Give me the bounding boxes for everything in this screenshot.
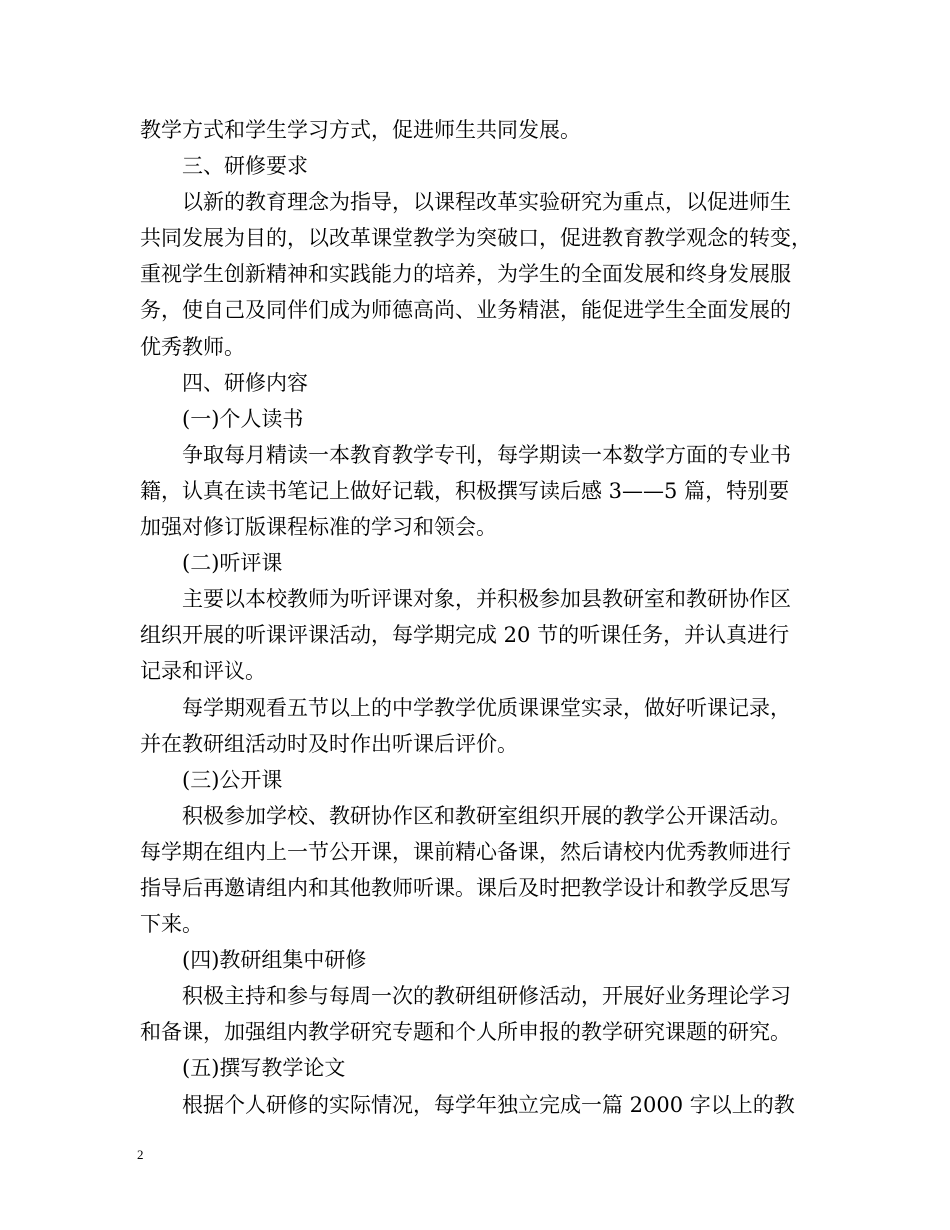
text-line: 组织开展的听课评课活动，每学期完成 20 节的听课任务，并认真进行 <box>140 623 790 648</box>
text-line: 指导后再邀请组内和其他教师听课。课后及时把教学设计和教学反思写 <box>140 875 791 900</box>
text-line: 每学期观看五节以上的中学教学优质课课堂实录，做好听课记录， <box>182 695 791 720</box>
text-line: 每学期在组内上一节公开课，课前精心备课，然后请校内优秀教师进行 <box>140 839 791 864</box>
document-body <box>140 112 820 1123</box>
text-line: 记录和评议。 <box>140 659 266 684</box>
text-line: 教学方式和学生学习方式，促进师生共同发展。 <box>140 118 581 142</box>
text-line: (三)公开课 <box>182 767 283 792</box>
text-line: 共同发展为目的，以改革课堂教学为突破口，促进教育教学观念的转变， <box>140 226 812 251</box>
text-line: (二)听评课 <box>182 551 283 576</box>
text-line: 和备课，加强组内教学研究专题和个人所申报的教学研究课题的研究。 <box>140 1020 791 1045</box>
text-line: 优秀教师。 <box>140 334 245 359</box>
page-number: 2 <box>137 1147 144 1162</box>
text-line: 并在教研组活动时及时作出听课后评价。 <box>140 731 518 756</box>
text-line: 根据个人研修的实际情况，每学年独立完成一篇 2000 字以上的教 <box>182 1092 795 1117</box>
text-line: 四、研修内容 <box>182 370 308 395</box>
text-line: (五)撰写教学论文 <box>182 1056 346 1081</box>
text-line: 重视学生创新精神和实践能力的培养，为学生的全面发展和终身发展服 <box>140 262 791 287</box>
text-line: 主要以本校教师为听评课对象，并积极参加县教研室和教研协作区 <box>182 587 791 612</box>
text-line: (一)个人读书 <box>182 406 304 431</box>
text-line: 三、研修要求 <box>182 154 308 179</box>
text-line: 争取每月精读一本教育教学专刊，每学期读一本数学方面的专业书 <box>182 442 791 467</box>
text-line: 下来。 <box>140 912 203 937</box>
text-line: 以新的教育理念为指导，以课程改革实验研究为重点，以促进师生 <box>182 190 791 215</box>
text-line: 积极主持和参与每周一次的教研组研修活动，开展好业务理论学习 <box>182 984 791 1009</box>
text-line: 籍，认真在读书笔记上做好记载，积极撰写读后感 3——5 篇，特别要 <box>140 478 790 503</box>
text-line: 加强对修订版课程标准的学习和领会。 <box>140 515 497 540</box>
text-line: (四)教研组集中研修 <box>182 948 367 973</box>
text-line: 积极参加学校、教研协作区和教研室组织开展的教学公开课活动。 <box>182 803 791 828</box>
text-line: 务，使自己及同伴们成为师德高尚、业务精湛，能促进学生全面发展的 <box>140 298 791 323</box>
